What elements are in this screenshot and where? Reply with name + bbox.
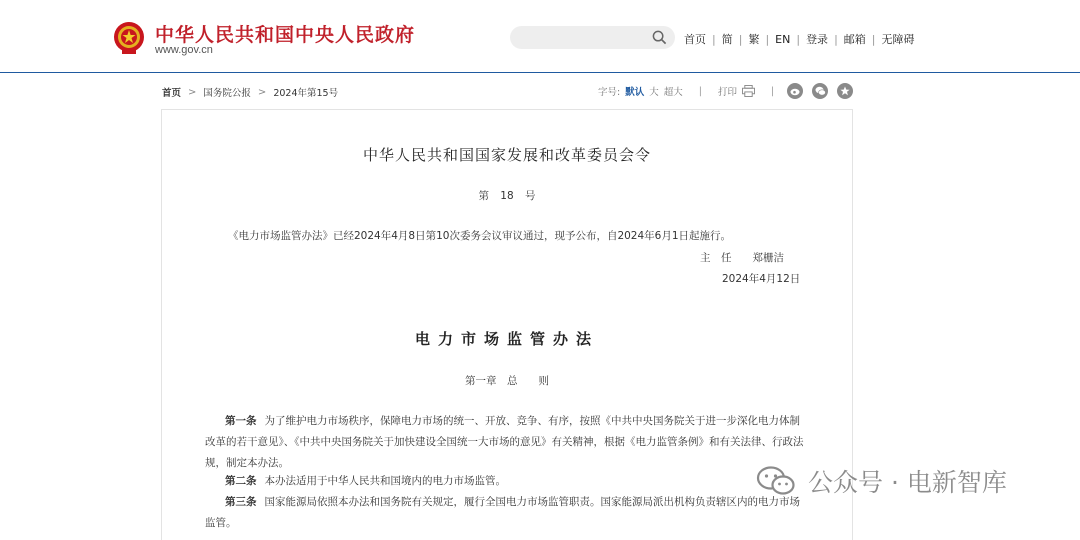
nav-separator: |	[796, 32, 801, 46]
font-size-large[interactable]: 大	[649, 87, 659, 98]
article-signer: 主 任 郑栅洁	[700, 252, 784, 264]
wechat-icon[interactable]	[812, 83, 828, 99]
article-date: 2024年4月12日	[722, 273, 801, 285]
nav-separator: |	[738, 32, 743, 46]
breadcrumb	[162, 85, 338, 99]
article-title: 中华人民共和国国家发展和改革委员会令	[362, 146, 651, 164]
nav-separator: |	[834, 32, 838, 46]
nav-separator: |	[871, 32, 876, 46]
site-header	[0, 0, 1080, 73]
clause-text: 国家能源局依照本办法和国务院有关规定，履行全国电力市场监管职责。国家能源局派出机构负责辖区内的电力市场监管。	[205, 496, 800, 529]
nav-simplified[interactable]: 简	[721, 33, 733, 46]
nav-accessibility[interactable]: 无障碍	[881, 33, 915, 46]
clause-label: 第二条	[225, 475, 257, 487]
article-container	[161, 109, 853, 540]
top-nav	[684, 31, 915, 47]
toolbar-divider: |	[698, 85, 702, 97]
breadcrumb-issue[interactable]: 2024年第15号	[273, 88, 339, 99]
nav-home[interactable]: 首页	[684, 33, 706, 46]
nav-mail[interactable]: 邮箱	[843, 33, 866, 46]
national-emblem-icon[interactable]	[113, 20, 145, 56]
chevron-right-icon: >	[257, 86, 267, 98]
nav-separator: |	[765, 32, 770, 46]
breadcrumb-gazette[interactable]: 国务院公报	[203, 88, 251, 99]
nav-login[interactable]: 登录	[806, 33, 829, 46]
article-clause	[205, 411, 805, 474]
breadcrumb-home[interactable]: 首页	[162, 88, 182, 99]
font-size-label: 字号:	[598, 87, 621, 98]
site-url[interactable]: www.gov.cn	[155, 44, 213, 56]
nav-separator: |	[712, 32, 716, 46]
article-toolbar	[598, 84, 790, 98]
article-clause	[205, 471, 805, 492]
weibo-icon[interactable]	[787, 83, 803, 99]
chevron-right-icon: >	[188, 86, 197, 98]
favorite-icon[interactable]	[837, 83, 853, 99]
site-name[interactable]: 中华人民共和国中央人民政府	[155, 24, 416, 46]
toolbar-divider: |	[770, 85, 775, 97]
search-icon[interactable]	[652, 30, 667, 45]
watermark	[756, 463, 1007, 499]
law-title: 电力市场监管办法	[414, 330, 599, 348]
watermark-text: 公众号 · 电新智库	[808, 468, 1007, 497]
wechat-icon	[756, 466, 796, 496]
clause-label: 第三条	[225, 496, 257, 508]
print-button[interactable]: 打印	[717, 87, 737, 98]
clause-label: 第一条	[225, 415, 257, 427]
nav-traditional[interactable]: 繁	[748, 33, 760, 46]
article-intro: 《电力市场监管办法》已经2024年4月8日第10次委务会议审议通过，现予公布，自2024年6月1日起施行。	[228, 230, 732, 242]
clause-text: 为了维护电力市场秩序，保障电力市场的统一、开放、竞争、有序，按照《中共中央国务院关于进一步深化电力体制改革的若干意见》、《中共中央国务院关于加快建设全国统一大市场的意见》有关精神，根据《电力监管条例》和有关法律、行政法规，制定本办法。	[205, 415, 804, 469]
chapter-heading: 第一章 总 则	[465, 375, 549, 387]
printer-icon[interactable]	[742, 85, 755, 97]
font-size-default[interactable]: 默认	[625, 87, 645, 98]
article-clause	[205, 492, 805, 534]
order-number: 第 18 号	[478, 190, 536, 202]
nav-english[interactable]: EN	[775, 32, 791, 46]
clause-text: 本办法适用于中华人民共和国境内的电力市场监管。	[264, 475, 506, 487]
font-size-xlarge[interactable]: 超大	[663, 87, 683, 98]
search-input[interactable]	[510, 26, 675, 49]
